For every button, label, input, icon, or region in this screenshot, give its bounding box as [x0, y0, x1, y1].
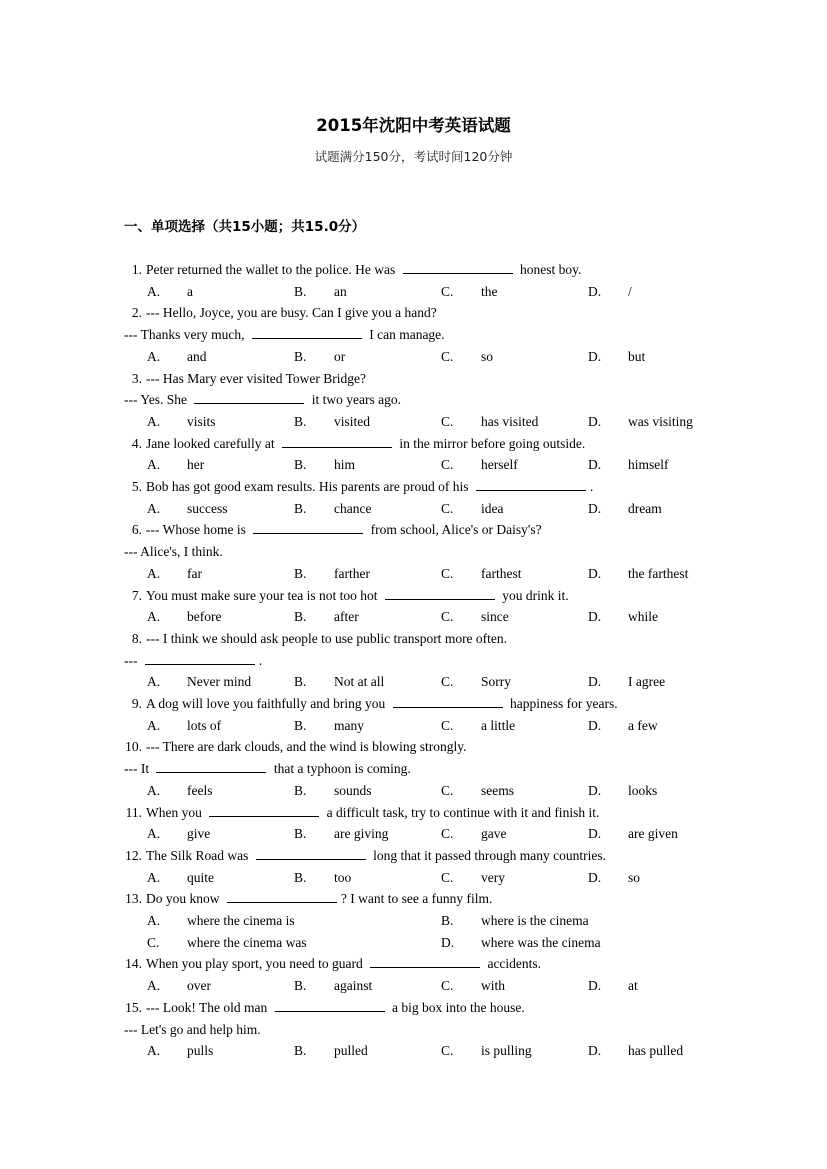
- option-letter: C.: [441, 565, 454, 581]
- question-stem: [0, 848, 827, 868]
- option-letter: A.: [147, 1043, 161, 1059]
- answer-blank: [403, 262, 513, 274]
- option-letter: C.: [441, 413, 454, 429]
- question-text: [124, 1022, 261, 1038]
- question-stem: [0, 305, 827, 325]
- answer-blank: [282, 436, 392, 448]
- option-letter: D.: [588, 978, 602, 994]
- option-text: where the cinema was: [187, 934, 307, 950]
- option-letter: D.: [588, 413, 602, 429]
- question-text-segment: in the mirror before going outside.: [395, 435, 586, 451]
- answer-blank: [145, 653, 255, 665]
- question-dialogue-line: [0, 1022, 827, 1042]
- question-stem: [0, 631, 827, 651]
- question-number: 4.: [131, 435, 142, 451]
- question-number: 10.: [125, 739, 142, 755]
- option-text: with: [481, 978, 506, 994]
- option-text: over: [187, 978, 211, 994]
- option-letter: C.: [441, 717, 454, 733]
- question-stem: [0, 371, 827, 391]
- answer-blank: [252, 327, 362, 339]
- option-text: against: [334, 978, 373, 994]
- question-number: 6.: [131, 522, 142, 538]
- section-heading: 一、单项选择（共15小题；共15.0分）: [124, 219, 366, 235]
- option-letter: B.: [294, 609, 307, 625]
- question-stem: [0, 1000, 827, 1020]
- question-text: [146, 1000, 525, 1016]
- question-text-segment: --- Has Mary ever visited Tower Bridge?: [146, 370, 366, 386]
- option-text: visited: [334, 413, 370, 429]
- question-text: [146, 305, 437, 321]
- option-text: herself: [481, 457, 518, 473]
- answer-blank: [393, 696, 503, 708]
- option-text: Not at all: [334, 674, 385, 690]
- answer-blank: [194, 392, 304, 404]
- option-text: far: [187, 565, 202, 581]
- question-text-segment: accidents.: [484, 956, 542, 972]
- question-stem: [0, 739, 827, 759]
- answer-blank: [370, 956, 480, 968]
- answer-blank: [227, 891, 337, 903]
- question-text-segment: --- Let's go and help him.: [124, 1021, 261, 1037]
- option-text: but: [628, 348, 646, 364]
- option-text: while: [628, 609, 658, 625]
- option-letter: A.: [147, 826, 161, 842]
- option-text: has pulled: [628, 1043, 684, 1059]
- option-letter: B.: [441, 913, 454, 928]
- option-text: where is the cinema: [481, 913, 589, 928]
- question-text: [146, 479, 593, 495]
- question-text: [124, 392, 401, 408]
- option-text: has visited: [481, 413, 539, 429]
- question-dialogue-line: [0, 327, 827, 347]
- question-stem: [0, 522, 827, 542]
- option-text: before: [187, 609, 222, 625]
- option-letter: A.: [147, 609, 161, 625]
- option-text: where the cinema is: [187, 913, 295, 928]
- question-text: [146, 522, 542, 538]
- answer-blank: [256, 848, 366, 860]
- question-number: 9.: [131, 696, 142, 711]
- option-text: him: [334, 457, 356, 473]
- question-text: [146, 696, 618, 712]
- option-text: looks: [628, 782, 658, 798]
- option-letter: C.: [441, 674, 454, 690]
- question-stem: [0, 262, 827, 282]
- option-letter: C.: [441, 500, 454, 516]
- option-letter: D.: [588, 869, 602, 885]
- option-text: many: [334, 717, 364, 733]
- option-letter: A.: [147, 500, 161, 516]
- question-text-segment: a difficult task, try to continue with it and finish it.: [323, 804, 600, 820]
- question-number: 13.: [125, 891, 142, 907]
- option-text: her: [187, 457, 205, 473]
- option-letter: C.: [441, 283, 454, 299]
- question-text-segment: The Silk Road was: [146, 847, 252, 863]
- question-text-segment: from school, Alice's or Daisy's?: [367, 522, 542, 538]
- question-text-segment: I can manage.: [365, 327, 445, 343]
- option-text: visits: [187, 413, 216, 429]
- option-letter: A.: [147, 457, 161, 473]
- question-text-segment: --- Yes. She: [124, 392, 191, 408]
- option-text: seems: [481, 782, 514, 798]
- question-text: [124, 327, 445, 343]
- question-text-segment: that a typhoon is coming.: [270, 761, 411, 777]
- option-letter: A.: [147, 782, 161, 798]
- question-number: 7.: [131, 587, 142, 603]
- question-number: 11.: [125, 804, 142, 820]
- option-text: or: [334, 348, 346, 364]
- question-dialogue-line: [0, 653, 827, 673]
- question-text-segment: Jane looked carefully at: [146, 435, 278, 451]
- question-number: 14.: [125, 956, 142, 972]
- question-number: 15.: [125, 999, 142, 1015]
- question-text-segment: ? I want to see a funny film.: [340, 891, 493, 907]
- option-text: lots of: [187, 717, 222, 733]
- question-text-segment: --- It: [124, 761, 153, 777]
- question-text: [146, 371, 366, 387]
- question-text: [146, 956, 541, 972]
- option-letter: B.: [294, 283, 307, 299]
- option-text: was visiting: [628, 413, 693, 429]
- option-text: success: [187, 500, 228, 516]
- question-stem: [0, 696, 827, 716]
- question-text-segment: --- Alice's, I think.: [124, 544, 223, 560]
- option-letter: A.: [147, 978, 161, 994]
- option-text: pulled: [334, 1043, 368, 1059]
- option-letter: C.: [441, 1043, 454, 1059]
- option-letter: C.: [441, 869, 454, 885]
- question-text-segment: honest boy.: [516, 262, 582, 277]
- option-text: quite: [187, 869, 214, 885]
- option-letter: D.: [588, 283, 602, 299]
- question-number: 5.: [131, 479, 142, 494]
- option-letter: A.: [147, 348, 161, 364]
- question-number: 2.: [131, 305, 142, 321]
- question-stem: [0, 436, 827, 456]
- option-letter: B.: [294, 826, 307, 842]
- option-letter: C.: [147, 934, 160, 950]
- option-letter: A.: [147, 674, 161, 690]
- option-letter: D.: [588, 717, 602, 733]
- question-text-segment: --- I think we should ask people to use public transport more often.: [146, 630, 508, 646]
- question-text-segment: --- There are dark clouds, and the wind is blowing strongly.: [146, 739, 467, 755]
- option-letter: B.: [294, 348, 307, 364]
- option-text: a: [187, 283, 193, 299]
- option-letter: C.: [441, 826, 454, 842]
- option-letter: D.: [441, 934, 455, 950]
- option-letter: A.: [147, 717, 161, 733]
- option-text: dream: [628, 500, 662, 516]
- option-letter: B.: [294, 782, 307, 798]
- question-text-segment: it two years ago.: [308, 392, 401, 408]
- answer-blank: [275, 1000, 385, 1012]
- option-letter: B.: [294, 717, 307, 733]
- page-title: 2015年沈阳中考英语试题: [316, 116, 511, 135]
- answer-blank: [156, 761, 266, 773]
- question-dialogue-line: [0, 392, 827, 412]
- option-letter: A.: [147, 413, 161, 429]
- question-text-segment: You must make sure your tea is not too hot: [146, 587, 381, 603]
- question-number: 3.: [131, 370, 142, 386]
- option-text: the farthest: [628, 565, 689, 581]
- question-text: [124, 761, 411, 777]
- question-text-segment: happiness for years.: [506, 696, 618, 711]
- option-text: since: [481, 609, 509, 625]
- option-text: are giving: [334, 826, 389, 842]
- option-text: a little: [481, 717, 516, 733]
- question-text-segment: .: [589, 479, 594, 494]
- question-text-segment: --- Look! The old man: [146, 999, 271, 1015]
- question-text-segment: When you: [146, 804, 206, 820]
- question-text-segment: When you play sport, you need to guard: [146, 956, 367, 972]
- question-text: [146, 739, 467, 755]
- question-text: [146, 848, 606, 864]
- question-dialogue-line: [0, 544, 827, 564]
- option-letter: D.: [588, 782, 602, 798]
- option-letter: B.: [294, 565, 307, 581]
- question-text-segment: Do you know: [146, 891, 223, 907]
- option-letter: B.: [294, 413, 307, 429]
- option-text: at: [628, 978, 638, 994]
- option-text: pulls: [187, 1043, 214, 1059]
- question-text: [124, 653, 262, 669]
- option-letter: B.: [294, 500, 307, 516]
- question-number: 12.: [125, 847, 142, 863]
- question-text: [146, 805, 599, 821]
- option-letter: C.: [441, 609, 454, 625]
- option-text: very: [481, 869, 505, 885]
- option-text: so: [481, 348, 494, 364]
- option-letter: B.: [294, 1043, 307, 1059]
- question-text-segment: --- Hello, Joyce, you are busy. Can I give you a hand?: [146, 305, 437, 321]
- option-letter: D.: [588, 1043, 602, 1059]
- option-text: so: [628, 869, 641, 885]
- option-text: Sorry: [481, 674, 511, 690]
- option-text: a few: [628, 717, 658, 733]
- option-letter: A.: [147, 869, 161, 885]
- option-text: /: [628, 283, 632, 299]
- question-text: [124, 544, 223, 560]
- option-text: after: [334, 609, 359, 625]
- question-text: [146, 588, 569, 604]
- option-text: an: [334, 283, 347, 299]
- option-letter: B.: [294, 457, 307, 473]
- option-letter: D.: [588, 500, 602, 516]
- option-text: chance: [334, 500, 372, 516]
- question-number: 1.: [131, 262, 142, 277]
- option-text: give: [187, 826, 211, 842]
- question-stem: [0, 588, 827, 608]
- question-text-segment: ---: [124, 652, 141, 668]
- option-letter: C.: [441, 978, 454, 994]
- option-text: the: [481, 283, 498, 299]
- option-letter: D.: [588, 826, 602, 842]
- option-letter: B.: [294, 869, 307, 885]
- option-letter: D.: [588, 609, 602, 625]
- option-text: where was the cinema: [481, 934, 601, 950]
- question-text: [146, 262, 581, 278]
- question-text-segment: A dog will love you faithfully and bring you: [146, 696, 389, 711]
- option-letter: D.: [588, 457, 602, 473]
- option-letter: C.: [441, 348, 454, 364]
- option-letter: D.: [588, 348, 602, 364]
- option-letter: B.: [294, 674, 307, 690]
- question-stem: [0, 479, 827, 499]
- question-text: [146, 436, 585, 452]
- option-letter: A.: [147, 283, 161, 299]
- question-text: [146, 891, 492, 907]
- question-text-segment: --- Whose home is: [146, 522, 250, 538]
- option-text: sounds: [334, 782, 372, 798]
- question-text-segment: Bob has got good exam results. His parents are proud of his: [146, 479, 472, 494]
- option-letter: A.: [147, 913, 161, 928]
- question-text-segment: Peter returned the wallet to the police. He was: [146, 262, 399, 277]
- question-text-segment: long that it passed through many countries.: [369, 847, 606, 863]
- option-text: is pulling: [481, 1043, 532, 1059]
- option-text: idea: [481, 500, 504, 516]
- option-text: are given: [628, 826, 678, 842]
- option-text: Never mind: [187, 674, 252, 690]
- option-text: too: [334, 869, 352, 885]
- answer-blank: [385, 588, 495, 600]
- question-text-segment: .: [258, 652, 263, 668]
- option-text: farther: [334, 565, 370, 581]
- option-letter: D.: [588, 674, 602, 690]
- option-letter: C.: [441, 782, 454, 798]
- option-text: feels: [187, 782, 213, 798]
- option-text: himself: [628, 457, 669, 473]
- answer-blank: [209, 805, 319, 817]
- option-text: I agree: [628, 674, 666, 690]
- question-stem: [0, 891, 827, 911]
- option-text: farthest: [481, 565, 522, 581]
- question-text-segment: a big box into the house.: [388, 999, 525, 1015]
- question-stem: [0, 956, 827, 976]
- option-text: and: [187, 348, 207, 364]
- option-letter: C.: [441, 457, 454, 473]
- option-letter: D.: [588, 565, 602, 581]
- option-letter: A.: [147, 565, 161, 581]
- question-text: [146, 631, 507, 647]
- answer-blank: [253, 522, 363, 534]
- question-stem: [0, 805, 827, 825]
- page-subtitle: 试题满分150分，考试时间120分钟: [314, 149, 513, 164]
- option-text: gave: [481, 826, 507, 842]
- question-number: 8.: [131, 630, 142, 646]
- question-text-segment: you drink it.: [498, 587, 569, 603]
- question-dialogue-line: [0, 761, 827, 781]
- question-text-segment: --- Thanks very much,: [124, 327, 248, 343]
- option-letter: B.: [294, 978, 307, 994]
- answer-blank: [476, 479, 586, 491]
